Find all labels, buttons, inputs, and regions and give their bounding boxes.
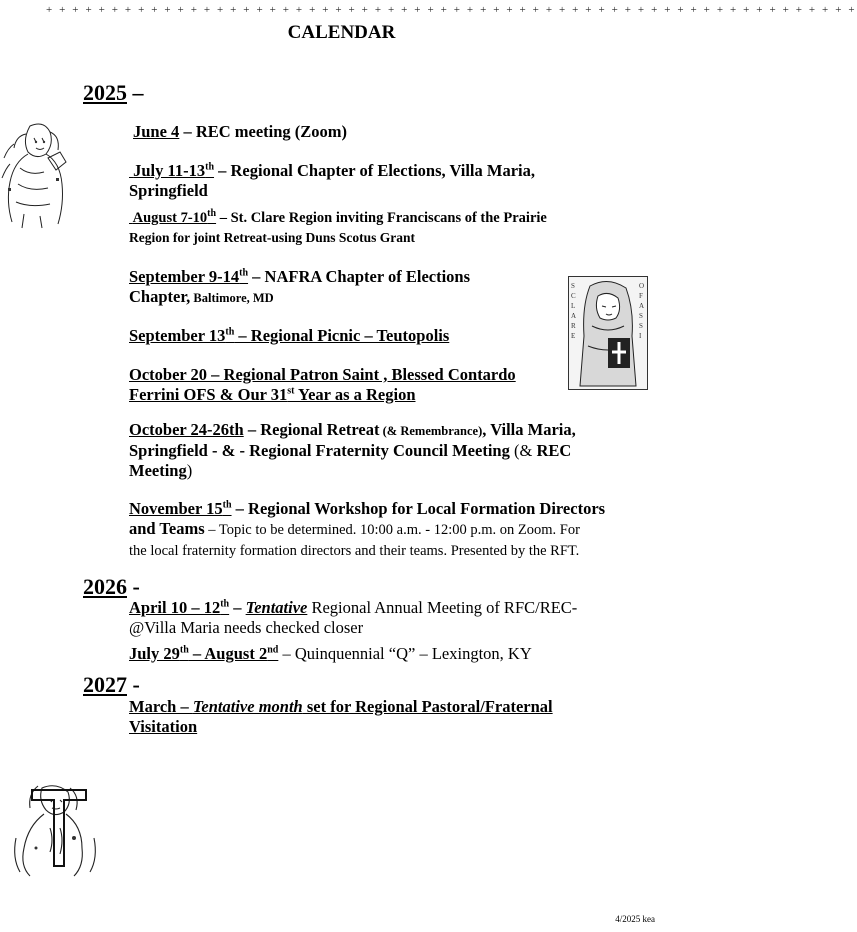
year-heading-2025: 2025 – [83, 80, 144, 105]
st-francis-sketch-image [0, 118, 70, 230]
page-title: CALENDAR [287, 22, 396, 43]
year-heading-2027: 2027 - [83, 672, 140, 697]
svg-text:I: I [639, 332, 642, 340]
svg-text:C: C [571, 292, 576, 300]
event-april: April 10 – 12th – Tentative Regional Annual Meeting of RFC/REC- @Villa Maria needs checked closer [129, 598, 578, 637]
svg-text:F: F [639, 292, 643, 300]
svg-text:S: S [571, 282, 575, 290]
year-heading-2026: 2026 - [83, 574, 140, 599]
event-july-quinquennial: July 29th – August 2nd – Quinquennial “Q” – Lexington, KY [129, 644, 532, 663]
svg-text:S: S [639, 312, 643, 320]
svg-text:A: A [571, 312, 577, 320]
svg-text:L: L [571, 302, 576, 310]
event-june: June 4 – REC meeting (Zoom) [133, 122, 348, 141]
event-september-picnic: September 13th – Regional Picnic – Teutopolis [129, 326, 450, 345]
decorative-plus-line: + + + + + + + + + + + + + + + + + + + + + + + + + + + + + + + + + + + + + + + + + + + + + + + + + + + + + + + + + + + + + + [46, 4, 857, 16]
event-october-retreat: October 24-26th – Regional Retreat (& Remembrance), Villa Maria, Springfield - & - Regional Fraternity Council Meeting (& REC Meeting) [129, 420, 576, 480]
event-october-patron: October 20 – Regional Patron Saint , Blessed Contardo Ferrini OFS & Our 31st Year as a Region [129, 365, 516, 404]
svg-text:S: S [639, 322, 643, 330]
event-september-nafra: September 9-14th – NAFRA Chapter of Elections Chapter, Baltimore, MD [129, 267, 471, 306]
svg-text:A: A [639, 302, 645, 310]
svg-text:R: R [571, 322, 576, 330]
svg-text:O: O [639, 282, 645, 290]
svg-text:E: E [571, 332, 576, 340]
franciscan-tau-sketch-image [10, 778, 100, 878]
footer-note: 4/2025 kea [615, 914, 655, 924]
event-july: July 11-13th – Regional Chapter of Elections, Villa Maria, Springfield [129, 161, 535, 200]
event-november: November 15th – Regional Workshop for Local Formation Directors and Teams – Topic to be determined. 10:00 a.m. - 12:00 p.m. on Zoom. For the local fraternity formation directors and their teams. Presented by the RFT. [129, 499, 606, 559]
st-clare-icon-image [568, 276, 648, 390]
event-august: August 7-10th – St. Clare Region inviting Franciscans of the Prairie Region for joint Retreat-using Duns Scotus Grant [129, 208, 547, 245]
event-march: March – Tentative month set for Regional Pastoral/Fraternal Visitation [129, 697, 553, 736]
